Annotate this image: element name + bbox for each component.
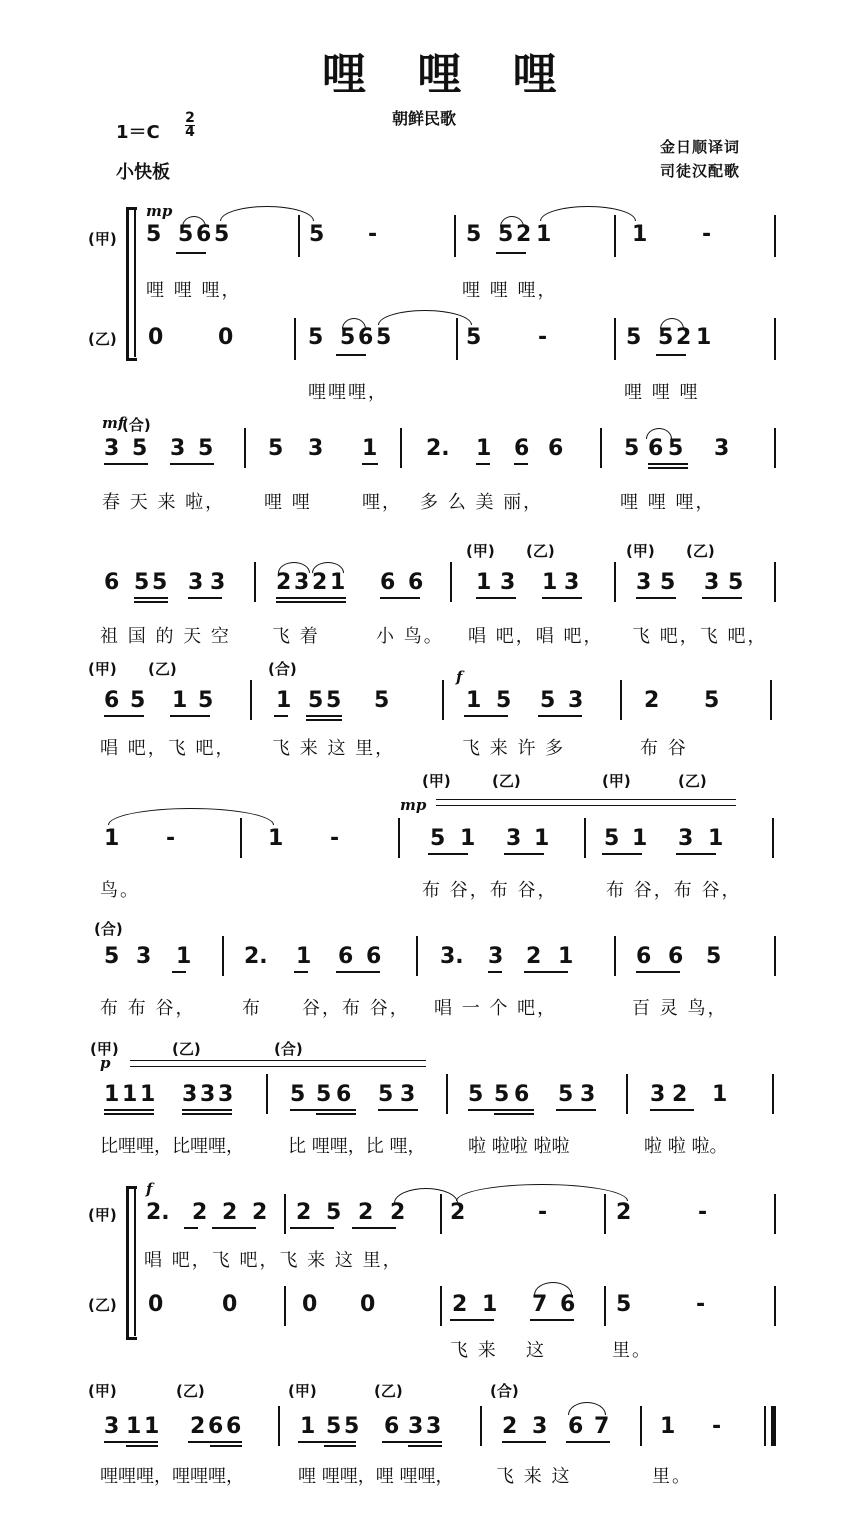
barline [620,680,622,720]
barline [774,1286,776,1326]
barline [440,1286,442,1326]
notation-line: 3 5 3 5 5 3 1 2. 1 6 6 5 6 5 3 [104,436,730,461]
beam [188,597,222,599]
barline [240,818,242,858]
barline [454,215,456,257]
beam [648,463,688,465]
part-label: (甲) [90,1040,119,1058]
beam [170,463,214,465]
notation-line: 5 3 1 2. 1 6 6 3. 3 2 1 6 6 5 [104,944,722,969]
lyric-line: 唱 吧，唱 吧， [468,626,604,647]
lyric-line: 鸟。 [100,880,140,901]
beam [276,601,346,603]
barline [772,1074,774,1114]
lyric-line: 唱 吧，飞 吧，飞 来 这 里， [144,1250,403,1271]
lyric-line: 飞 来 许 多 [462,738,566,759]
beam [702,597,742,599]
part-label: (乙) [374,1382,403,1400]
beam [648,467,688,469]
part-label: (甲) [88,1382,117,1400]
beam [126,1445,158,1447]
beam [504,853,544,855]
tie [220,206,314,221]
beam [182,1109,232,1111]
barline [604,1194,606,1234]
notation-line: 3 1 1 2 6 6 1 5 5 6 3 3 2 3 6 7 1 - [104,1414,722,1439]
crescendo-line [436,799,736,800]
time-signature-top: 2 [185,110,195,126]
beam [188,1441,242,1443]
dynamic-marking: f [146,1180,153,1198]
beam [382,1441,442,1443]
beam [380,597,420,599]
notation-line: 6 5 1 5 1 5 5 5 1 5 5 3 2 5 [104,688,720,713]
lyric-line: 哩 哩 哩， [146,280,242,301]
barline [614,562,616,602]
barline [774,428,776,468]
barline [284,1286,286,1326]
part-label: (甲) [422,772,451,790]
part-label: (甲) [466,542,495,560]
beam [170,715,210,717]
lyric-line: 飞 来 [450,1340,498,1361]
beam [502,1441,546,1443]
beam [496,252,526,254]
tie [378,310,472,325]
lyric-line: 百 灵 鸟， [632,998,728,1019]
part-label: (合) [274,1040,303,1058]
part-label: (甲) [626,542,655,560]
lyric-line: 春 天 来 啦， [102,492,226,513]
barline [614,215,616,257]
barline [770,680,772,720]
beam [636,971,680,973]
beam [524,971,568,973]
barline [640,1406,642,1446]
tie [394,1188,458,1203]
part-label: (乙) [148,660,177,678]
dynamic-marking: mf [102,414,125,432]
notation-line: 1 1 1 3 3 3 5 5 6 5 3 5 5 6 5 3 3 2 1 [104,1082,728,1107]
beam [650,1109,694,1111]
dynamic-marking: f [456,668,463,686]
beam [210,1445,242,1447]
tie [456,1184,628,1201]
tempo-marking: 小快板 [116,162,170,183]
part-label: (乙) [172,1040,201,1058]
part-label: (乙) [176,1382,205,1400]
beam [514,463,528,465]
slur [182,216,206,227]
barline [626,1074,628,1114]
beam [306,719,342,721]
beam [636,597,676,599]
notation-line: 0 0 0 0 2 1 7 6 5 - [148,1292,706,1317]
beam [172,971,186,973]
tie [540,206,636,221]
slur [342,318,366,329]
part-label: (乙) [88,1296,117,1314]
beam [352,1227,396,1229]
barline [584,818,586,858]
barline [278,1406,280,1446]
beam [274,715,288,717]
barline [774,318,776,360]
beam [566,1441,610,1443]
beam [450,1319,494,1321]
beam [464,715,508,717]
beam [294,971,308,973]
lyric-line: 比 哩哩，比 哩， [288,1136,426,1157]
beam [104,1109,154,1111]
lyric-line: 飞 来 这 [496,1466,572,1487]
part-label: (乙) [678,772,707,790]
part-label: (合) [122,416,151,434]
barline [774,215,776,257]
barline [614,318,616,360]
beam [476,597,516,599]
part-label: (合) [490,1382,519,1400]
beam [134,601,168,603]
lyric-line: 飞 着 [272,626,320,647]
lyric-line: 里。 [652,1466,692,1487]
barline [446,1074,448,1114]
lyric-line: 比哩哩，比哩哩， [100,1136,244,1157]
barline [442,680,444,720]
lyric-line: 谷，布 谷， [302,998,410,1019]
lyric-line: 唱 一 个 吧， [434,998,558,1019]
part-label: (甲) [288,1382,317,1400]
lyric-line: 多 么 美 丽， [420,492,544,513]
barline [266,1074,268,1114]
beam [656,354,686,356]
beam [538,715,582,717]
barline [398,818,400,858]
slur [660,318,684,329]
notation-line: 0 0 5 5 6 5 5 - 5 5 2 1 [148,325,712,350]
part-label: (乙) [492,772,521,790]
beam [324,1445,356,1447]
lyric-line: 哩哩哩， [308,382,388,403]
beam [290,1227,334,1229]
lyric-line: 啦 啦 啦。 [644,1136,728,1157]
slur [312,562,344,573]
lyric-line: 哩 哩哩，哩 哩哩， [298,1466,454,1487]
beam [104,1113,154,1115]
notation-line: 5 5 6 5 5 - 5 5 2 1 1 - [146,222,712,247]
part-label: (甲) [88,1206,117,1224]
part-label: (甲) [88,660,117,678]
beam [290,1109,356,1111]
notation-line: 2. 2 2 2 2 5 2 2 2 - 2 - [146,1200,708,1225]
lyric-line: 小 鸟。 [376,626,444,647]
barline [774,936,776,976]
dynamic-marking: p [100,1054,111,1072]
lyric-line: 哩哩哩，哩哩哩， [100,1466,244,1487]
beam [316,1113,356,1115]
lyric-line: 布 谷 [640,738,688,759]
arranger-credit: 司徒汉配歌 [660,162,741,180]
beam [378,1109,418,1111]
lyricist-credit: 金日顺译词 [660,138,741,156]
beam [182,1113,232,1115]
beam [134,597,168,599]
beam [676,853,716,855]
beam [602,853,642,855]
beam [104,715,144,717]
beam [530,1319,574,1321]
part-label: (乙) [88,330,117,348]
slur [646,428,672,439]
key-signature: 1＝C [116,122,160,143]
barline [772,818,774,858]
barline [614,936,616,976]
song-origin: 朝鲜民歌 [392,109,457,128]
final-barline-thin [764,1406,766,1446]
lyric-line: 哩 哩 哩， [462,280,558,301]
lyric-line: 哩 哩 哩， [620,492,716,513]
lyric-line: 啦 啦啦 啦啦 [468,1136,570,1157]
lyric-line: 布 [242,998,262,1019]
slur [278,562,310,573]
crescendo-line [130,1066,426,1067]
part-label: (乙) [526,542,555,560]
beam [298,1441,356,1443]
lyric-line: 唱 吧，飞 吧， [100,738,236,759]
barline [284,1194,286,1234]
beam [184,1227,198,1229]
lyric-line: 祖 国 的 天 空 [100,626,231,647]
lyric-line: 哩， [362,492,402,513]
barline [440,1194,442,1234]
beam [104,463,148,465]
beam [176,252,206,254]
beam [542,597,582,599]
barline [480,1406,482,1446]
beam [408,1445,442,1447]
beam [488,971,502,973]
beam [212,1227,256,1229]
crescendo-line [436,805,736,806]
barline [416,936,418,976]
barline [294,318,296,360]
beam [428,853,468,855]
beam [468,1109,534,1111]
beam [362,463,378,465]
lyric-line: 哩 哩 哩 [624,382,700,403]
beam [336,971,380,973]
lyric-line: 里。 [612,1340,652,1361]
beam [556,1109,596,1111]
barline [450,562,452,602]
barline [244,428,246,468]
barline [134,1186,136,1336]
barline [774,1194,776,1234]
dynamic-marking: mp [146,202,173,220]
part-label: (甲) [602,772,631,790]
barline [250,680,252,720]
lyric-line: 哩 哩 [264,492,312,513]
part-label: (合) [268,660,297,678]
tie [108,808,274,825]
lyric-line: 布 布 谷， [100,998,196,1019]
notation-line: 6 5 5 3 3 2 3 2 1 6 6 1 3 1 3 3 5 3 5 [104,570,744,595]
barline [604,1286,606,1326]
beam [276,597,346,599]
lyric-line: 布 谷，布 谷， [606,880,742,901]
dynamic-marking: mp [400,796,427,814]
song-title: 哩 哩 哩 [322,49,575,100]
lyric-line: 布 谷，布 谷， [422,880,558,901]
part-label: (乙) [686,542,715,560]
slur [500,216,524,227]
time-signature [185,112,195,139]
lyric-line: 这 [526,1340,546,1361]
part-label: (甲) [88,230,117,248]
lyric-line: 飞 吧，飞 吧， [632,626,768,647]
notation-line: 1 - 1 - 5 1 3 1 5 1 3 1 [104,826,724,851]
barline [222,936,224,976]
barline [774,562,776,602]
barline [298,215,300,257]
beam [104,1441,158,1443]
part-label: (合) [94,920,123,938]
barline [254,562,256,602]
barline [600,428,602,468]
slur [534,1282,572,1295]
slur [568,1402,606,1415]
final-barline-thick [771,1406,776,1446]
beam [476,463,490,465]
lyric-line: 飞 来 这 里， [272,738,396,759]
beam [306,715,342,717]
beam [494,1113,534,1115]
barline [400,428,402,468]
time-signature-bottom: 4 [185,124,195,140]
barline [134,207,136,357]
crescendo-line [130,1060,426,1061]
beam [336,354,366,356]
